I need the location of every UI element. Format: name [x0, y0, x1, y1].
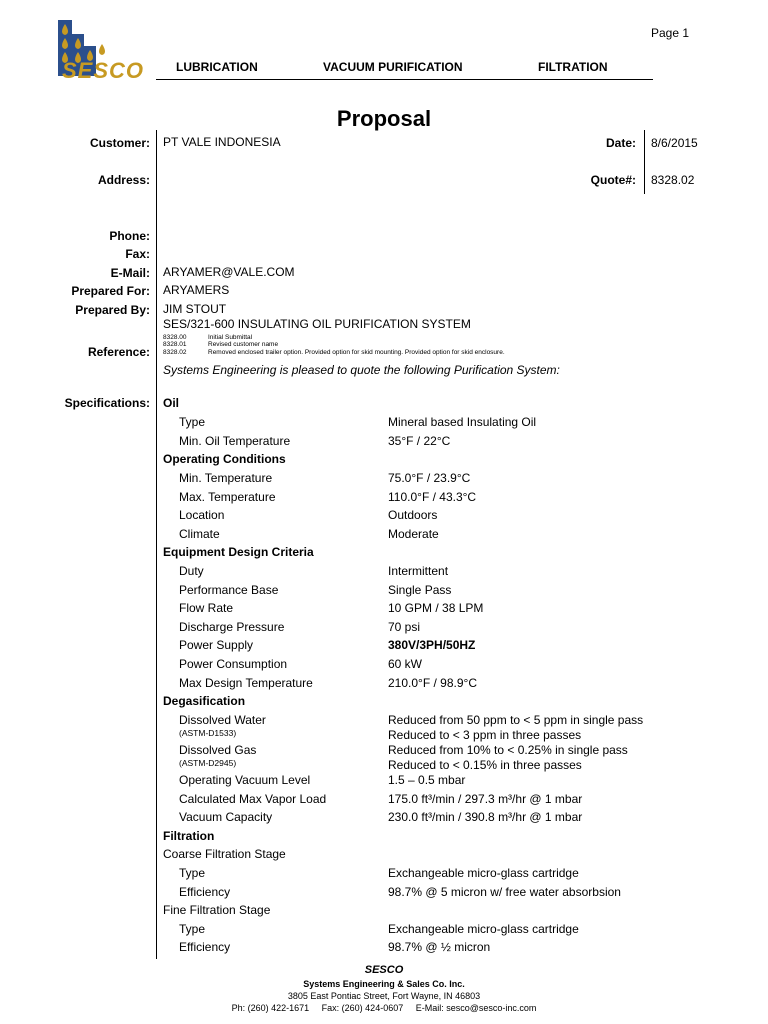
footer-contact: Ph: (260) 422-1671 Fax: (260) 424-0607 E-Mail: sesco@sesco-inc.com: [231, 1003, 537, 1013]
spec-key: Vacuum Capacity: [179, 810, 273, 824]
right-divider: [644, 130, 645, 194]
address-label: Address:: [97, 173, 150, 187]
spec-value: Exchangeable micro-glass cartridge: [388, 866, 579, 880]
customer-value: PT VALE INDONESIA: [163, 135, 281, 149]
spec-value: Mineral based Insulating Oil: [388, 415, 537, 429]
spec-value: Exchangeable micro-glass cartridge: [388, 922, 579, 936]
spec-key: Power Supply: [179, 638, 254, 652]
spec-key: Min. Temperature: [179, 471, 273, 485]
prepared-for-value: ARYAMERS: [163, 283, 230, 297]
spec-value: 70 psi: [388, 620, 421, 634]
spec-value: Intermittent: [388, 564, 449, 578]
spec-key: Max. Temperature: [179, 490, 276, 504]
prepared-for-label: Prepared For:: [71, 284, 150, 298]
subsection-fine: Fine Filtration Stage: [163, 903, 271, 917]
revision-code: 8328.02: [163, 349, 187, 356]
subsection-coarse: Coarse Filtration Stage: [163, 847, 286, 861]
spec-value: 210.0°F / 98.9°C: [388, 676, 477, 690]
spec-value: 175.0 ft³/min / 297.3 m³/hr @ 1 mbar: [388, 792, 583, 806]
spec-value: 98.7% @ ½ micron: [388, 940, 491, 954]
reference-label: Reference:: [87, 345, 150, 359]
spec-value: Reduced to < 3 ppm in three passes: [388, 728, 582, 742]
spec-key: Efficiency: [179, 885, 231, 899]
spec-value: Single Pass: [388, 583, 452, 597]
spec-key: Power Consumption: [179, 657, 288, 671]
quote-label: Quote#:: [590, 173, 636, 187]
spec-value: Reduced from 50 ppm to < 5 ppm in single pass: [388, 713, 644, 727]
nav-lubrication: LUBRICATION: [176, 60, 258, 74]
left-divider: [156, 130, 157, 959]
header-rule: [156, 79, 653, 80]
spec-value: 98.7% @ 5 micron w/ free water absorbsion: [388, 885, 621, 899]
revision-code: 8328.00: [163, 334, 187, 341]
section-filtration: Filtration: [163, 829, 215, 843]
spec-key: Climate: [179, 527, 220, 541]
spec-key: Location: [179, 508, 225, 522]
revision-note: Revised customer name: [208, 341, 279, 348]
nav-vacuum-purification: VACUUM PURIFICATION: [323, 60, 463, 74]
revision-note: Initial Submittal: [208, 334, 253, 341]
revision-note: Removed enclosed trailer option. Provided option for skid mounting. Provided option for skid enclosure.: [208, 349, 505, 356]
spec-key: Calculated Max Vapor Load: [179, 792, 327, 806]
logo-text: SESCO: [62, 58, 145, 83]
spec-key: Type: [179, 415, 206, 429]
spec-value: Reduced to < 0.15% in three passes: [388, 758, 582, 772]
spec-value: 35°F / 22°C: [388, 434, 451, 448]
spec-key: Type: [179, 922, 206, 936]
page-number: Page 1: [651, 26, 690, 40]
section-operating-conditions: Operating Conditions: [163, 452, 286, 466]
intro-text: Systems Engineering is pleased to quote the following Purification System:: [163, 363, 560, 377]
nav-filtration: FILTRATION: [538, 60, 608, 74]
spec-key: Type: [179, 866, 206, 880]
spec-key: Flow Rate: [179, 601, 234, 615]
specifications-label: Specifications:: [64, 396, 150, 410]
quote-value: 8328.02: [651, 173, 695, 187]
spec-key: Performance Base: [179, 583, 279, 597]
spec-value: 230.0 ft³/min / 390.8 m³/hr @ 1 mbar: [388, 810, 583, 824]
spec-key: Duty: [179, 564, 204, 578]
section-degasification: Degasification: [163, 694, 246, 708]
revision-code: 8328.01: [163, 341, 187, 348]
spec-key: Dissolved Water: [179, 713, 266, 727]
spec-key: Operating Vacuum Level: [179, 773, 311, 787]
spec-standard: (ASTM-D1533): [179, 728, 237, 738]
section-equipment-design-criteria: Equipment Design Criteria: [163, 545, 314, 559]
spec-key: Min. Oil Temperature: [179, 434, 291, 448]
footer-full-name: Systems Engineering & Sales Co. Inc.: [303, 979, 465, 989]
date-value: 8/6/2015: [651, 136, 698, 150]
email-value: ARYAMER@VALE.COM: [163, 265, 295, 279]
spec-standard: (ASTM-D2945): [179, 758, 237, 768]
customer-label: Customer:: [89, 136, 150, 150]
spec-value: Moderate: [388, 527, 439, 541]
spec-value: Outdoors: [388, 508, 438, 522]
spec-key: Dissolved Gas: [179, 743, 257, 757]
spec-value: 380V/3PH/50HZ: [388, 638, 476, 652]
spec-key: Discharge Pressure: [179, 620, 285, 634]
spec-value: 1.5 – 0.5 mbar: [388, 773, 466, 787]
email-label: E-Mail:: [110, 266, 150, 280]
spec-key: Efficiency: [179, 940, 231, 954]
prepared-by-label: Prepared By:: [75, 303, 150, 317]
section-oil: Oil: [163, 396, 180, 410]
spec-value: 60 kW: [388, 657, 423, 671]
footer-company: SESCO: [364, 964, 404, 976]
phone-label: Phone:: [109, 229, 150, 243]
date-label: Date:: [605, 136, 636, 150]
footer-address: 3805 East Pontiac Street, Fort Wayne, IN 46803: [287, 991, 481, 1001]
spec-value: 10 GPM / 38 LPM: [388, 601, 484, 615]
spec-value: 75.0°F / 23.9°C: [388, 471, 471, 485]
page-title: Proposal: [336, 106, 432, 131]
spec-key: Max Design Temperature: [179, 676, 313, 690]
spec-value: Reduced from 10% to < 0.25% in single pass: [388, 743, 628, 757]
prepared-by-value: JIM STOUT: [163, 302, 227, 316]
spec-value: 110.0°F / 43.3°C: [388, 490, 477, 504]
fax-label: Fax:: [125, 247, 150, 261]
reference-value: SES/321-600 INSULATING OIL PURIFICATION SYSTEM: [163, 317, 471, 331]
